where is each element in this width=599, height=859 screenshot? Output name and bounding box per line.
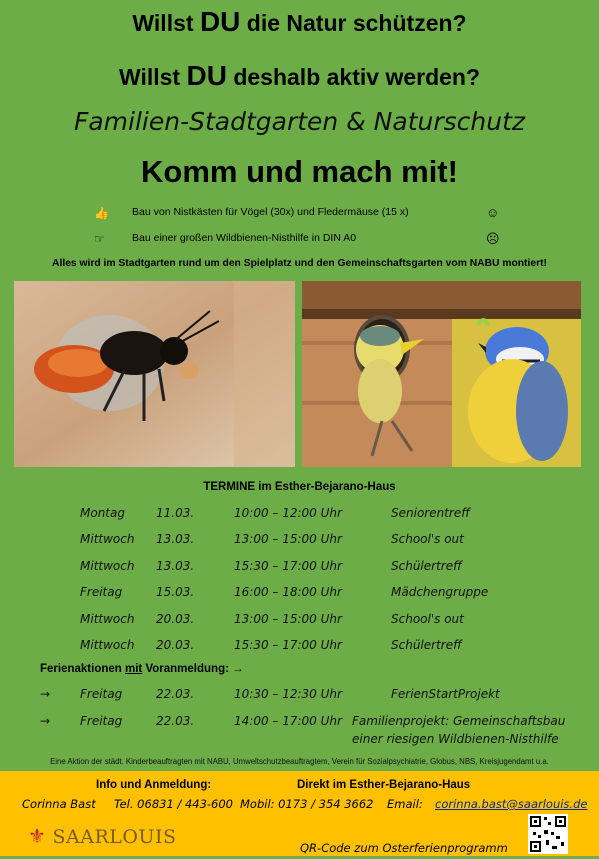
table-row: Freitag 15.03. 16:00 – 18:00 Uhr Mädchengruppe	[80, 585, 489, 599]
birds-photo	[302, 281, 581, 467]
smiley-icon: ☹	[486, 231, 500, 246]
termine-heading: TERMINE im Esther-Bejarano-Haus	[203, 481, 396, 493]
happy-smiley-icon: ☺	[486, 205, 500, 220]
contact-footer: Info und Anmeldung: Direkt im Esther-Bejarano-Haus Corinna Bast Tel. 06831 / 443-600 Mobil: 0173 / 354 3662 Email: corinna.bast@saarlouis.de ⚜ SAARLOUIS QR-Code zum Osterferienprogramm	[0, 771, 599, 856]
saarlouis-logo: ⚜ SAARLOUIS	[28, 826, 177, 848]
pointing-hand-icon: ☞	[94, 232, 105, 246]
fleur-de-lis-icon: ⚜	[28, 826, 47, 848]
headline-2: Willst DU deshalb aktiv werden?	[118, 60, 481, 91]
ferien-row: → Freitag 22.03. 14:00 – 17:00 Uhr Familienprojekt: Gemeinschaftsbau einer riesigen Wildbienen-Nisthilfe	[40, 714, 566, 746]
qr-caption: QR-Code zum Osterferienprogramm	[300, 841, 508, 855]
bullet-item: ☞ Bau einer großen Wildbienen-Nisthilfe in DIN A0	[94, 232, 357, 246]
bee-photo	[14, 281, 295, 467]
table-row: Mittwoch 20.03. 15:30 – 17:00 Uhr Schülertreff	[80, 638, 462, 652]
direct-heading: Direkt im Esther-Bejarano-Haus	[297, 779, 471, 791]
call-to-action: Komm und mach mit!	[141, 154, 458, 189]
qr-code[interactable]	[528, 814, 568, 854]
thumbs-up-icon: 👍	[94, 206, 109, 220]
bullet-item: 👍 Bau von Nistkästen für Vögel (30x) und Fledermäuse (15 x)	[94, 206, 409, 220]
table-row: Montag 11.03. 10:00 – 12:00 Uhr Seniorentreff	[80, 506, 470, 520]
script-title: Familien-Stadtgarten & Naturschutz	[73, 107, 525, 136]
arrow-icon: →	[40, 687, 51, 701]
headline-1: Willst DU die Natur schützen?	[132, 6, 467, 37]
ferien-row: → Freitag 22.03. 10:30 – 12:30 Uhr FerienStartProjekt	[40, 687, 500, 701]
info-heading: Info und Anmeldung:	[96, 779, 212, 791]
ferien-heading: Ferienaktionen mit Voranmeldung: →	[40, 663, 244, 675]
email-link[interactable]: corinna.bast@saarlouis.de	[435, 797, 588, 811]
table-row: Mittwoch 13.03. 15:30 – 17:00 Uhr Schülertreff	[80, 559, 462, 573]
table-row: Mittwoch 20.03. 13:00 – 15:00 Uhr School's out	[80, 612, 464, 626]
location-note: Alles wird im Stadtgarten rund um den Spielplatz und den Gemeinschaftsgarten vom NABU montiert!	[52, 258, 547, 269]
footer-note: Eine Aktion der städt. Kinderbeauftragten mit NABU, Umweltschutzbeauftragtem, Verein für Sozialpsychiatrie, Globus, NBS, Kreisjugendamt u.a.	[50, 757, 549, 766]
arrow-icon: →	[40, 714, 51, 728]
table-row: Mittwoch 13.03. 13:00 – 15:00 Uhr School's out	[80, 532, 464, 546]
